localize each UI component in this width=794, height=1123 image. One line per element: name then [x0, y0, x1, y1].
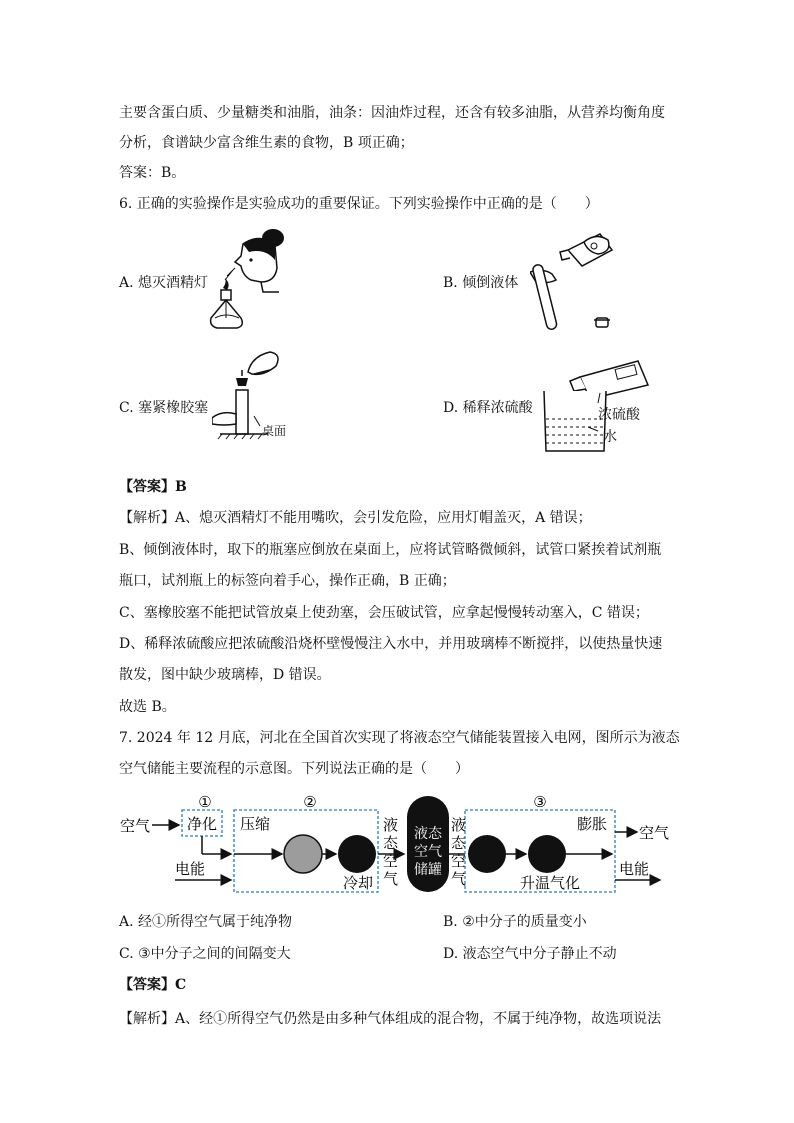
liquid-air-left: 气 — [383, 870, 399, 888]
q6-analysis-line: 散发，图中缺少玻璃棒，D 错误。 — [119, 667, 331, 683]
step-3-label: ③ — [533, 793, 547, 811]
electric-out-label: 电能 — [619, 860, 650, 878]
q6-analysis-line: 【解析】A、熄灭酒精灯不能用嘴吹，会引发危险，应用灯帽盖灭，A 错误； — [119, 510, 592, 526]
heated-air-molecule — [528, 835, 566, 873]
q7-stem-line-1: 7. 2024 年 12 月底，河北在全国首次实现了将液态空气储能装置接入电网，图所示为液态 — [119, 730, 680, 746]
liquid-air-right: 液 — [451, 816, 467, 834]
cooled-air-molecule — [338, 835, 376, 873]
q6-figure-c-label: 桌面 — [262, 424, 287, 438]
liquid-air-right: 空 — [451, 852, 467, 870]
q6-option-c: C. 塞紧橡胶塞 — [119, 400, 209, 416]
q6-conclusion: 故选 B。 — [119, 699, 176, 715]
q6-figure-d-label-water: 水 — [603, 429, 617, 445]
q6-answer: 【答案】B — [119, 479, 187, 495]
q6-figure-d-label-acid: 浓硫酸 — [598, 407, 640, 423]
cool-label: 冷却 — [343, 874, 374, 892]
compress-label: 压缩 — [240, 815, 271, 833]
liquid-air-left: 液 — [383, 816, 399, 834]
q7-answer: 【答案】C — [119, 977, 187, 993]
q7-stem-line-2: 空气储能主要流程的示意图。下列说法正确的是（ ） — [119, 761, 469, 777]
q6-analysis-line: 瓶口，试剂瓶上的标签向着手心，操作正确，B 正确； — [119, 573, 456, 589]
q6-figure-a-alcohol-lamp — [205, 226, 285, 340]
step-1-label: ① — [198, 793, 212, 811]
air-out-label: 空气 — [639, 824, 670, 842]
heat-label: 升温气化 — [520, 874, 581, 892]
q7-flow-diagram — [115, 788, 680, 902]
liquid-air-right: 态 — [451, 834, 467, 852]
liquid-air-left: 态 — [383, 834, 399, 852]
q6-analysis-line: D、稀释浓硫酸应把浓硫酸沿烧杯壁慢慢注入水中，并用玻璃棒不断搅拌，以使热量快速 — [119, 636, 663, 652]
q7-option-a: A. 经①所得空气属于纯净物 — [119, 914, 293, 930]
q6-option-b: B. 倾倒液体 — [443, 275, 519, 291]
expand-label: 膨胀 — [577, 815, 608, 833]
intro-line-2: 分析，食谱缺少富含维生素的食物，B 项正确； — [119, 135, 414, 151]
purify-label: 净化 — [187, 815, 218, 833]
air-in-label: 空气 — [120, 817, 151, 835]
q7-option-d: D. 液态空气中分子静止不动 — [443, 946, 617, 962]
tank-label: 储罐 — [414, 862, 442, 878]
q6-analysis-line: C、塞橡胶塞不能把试管放桌上使劲塞，会压破试管，应拿起慢慢转动塞入，C 错误； — [119, 605, 649, 621]
q6-figure-b-pouring-liquid — [530, 228, 620, 342]
q7-option-b: B. ②中分子的质量变小 — [443, 914, 587, 930]
step-2-label: ② — [303, 793, 317, 811]
q7-analysis-line: 【解析】A、经①所得空气仍然是由多种气体组成的混合物，不属于纯净物，故选项说法 — [119, 1011, 662, 1027]
compressed-air-molecule — [284, 835, 322, 873]
liquid-air-right: 气 — [451, 870, 467, 888]
q6-option-d: D. 稀释浓硫酸 — [443, 400, 533, 416]
intro-answer: 答案：B。 — [119, 165, 186, 181]
liquid-air-left: 空 — [383, 852, 399, 870]
q6-analysis-line: B、倾倒液体时，取下的瓶塞应倒放在桌面上，应将试管略微倾斜，试管口紧挨着试剂瓶 — [119, 542, 662, 558]
q6-stem: 6. 正确的实验操作是实验成功的重要保证。下列实验操作中正确的是（ ） — [119, 196, 599, 212]
liquid-air-molecule — [468, 835, 506, 873]
electric-in-label: 电能 — [175, 860, 206, 878]
tank-label: 空气 — [414, 844, 442, 860]
q7-option-c: C. ③中分子之间的间隔变大 — [119, 946, 291, 962]
intro-line-1: 主要含蛋白质、少量糖类和油脂，油条：因油炸过程，还含有较多油脂，从营养均衡角度 — [119, 105, 665, 121]
tank-label: 液态 — [414, 826, 442, 842]
q6-option-a: A. 熄灭酒精灯 — [119, 275, 209, 291]
